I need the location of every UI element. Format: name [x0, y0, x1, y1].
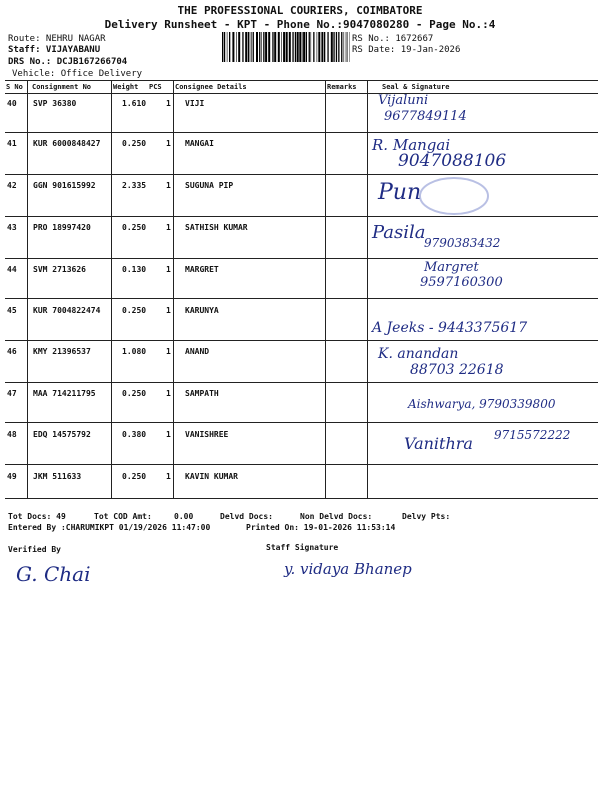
col-header-seal-signature: Seal & Signature	[382, 83, 450, 91]
barcode-bar	[283, 32, 285, 62]
row-pcs: 1	[166, 99, 171, 108]
row-pcs: 1	[166, 430, 171, 439]
col-divider	[367, 80, 368, 498]
barcode-bar	[321, 32, 323, 62]
row-consignment: KUR 7004822474	[33, 306, 101, 315]
row-consignment: MAA 714211795	[33, 389, 96, 398]
handwritten-signature: R. Mangai	[372, 136, 451, 154]
row-consignee: KAVIN KUMAR	[185, 472, 238, 481]
barcode-bar	[333, 32, 334, 62]
handwritten-phone: 9677849114	[384, 109, 467, 124]
barcode-bar	[331, 32, 333, 62]
barcode-bar	[295, 32, 296, 62]
row-weight: 0.130	[122, 265, 147, 274]
col-header-pcs: PCS	[149, 83, 162, 91]
barcode-bar	[309, 32, 310, 62]
runsheet-title: Delivery Runsheet - KPT - Phone No.:9047080280 - Page No.:4	[104, 18, 496, 31]
row-consignee: SUGUNA PIP	[185, 181, 234, 190]
row-weight: 0.380	[122, 430, 147, 439]
col-divider	[27, 80, 28, 498]
company-title: THE PROFESSIONAL COURIERS, COIMBATORE	[177, 4, 423, 17]
barcode-bar	[238, 32, 240, 62]
row-sno: 45	[7, 306, 17, 315]
barcode-bar	[256, 32, 258, 62]
row-consignment: EDQ 14575792	[33, 430, 91, 439]
barcode-bar	[289, 32, 291, 62]
barcode-bar	[259, 32, 260, 62]
row-consignee: ANAND	[185, 347, 210, 356]
rs-number: RS No.: 1672667	[352, 34, 434, 44]
handwritten-signature: K. anandan	[378, 346, 459, 362]
row-sno: 44	[7, 265, 17, 274]
vehicle-label: Vehicle: Office Delivery	[12, 69, 143, 79]
row-divider	[5, 132, 598, 133]
handwritten-signature: Margret	[424, 260, 479, 275]
row-consignee: VANISHREE	[185, 430, 229, 439]
barcode-bar	[299, 32, 301, 62]
total-cod-value: 0.00	[174, 512, 194, 521]
row-weight: 0.250	[122, 139, 147, 148]
barcode-bar	[263, 32, 264, 62]
barcode-bar	[341, 32, 342, 62]
barcode-bar	[281, 32, 282, 62]
barcode-bar	[313, 32, 314, 62]
barcode-image	[222, 32, 350, 62]
barcode-bar	[253, 32, 254, 62]
route-label: Route: NEHRU NAGAR	[8, 34, 106, 44]
total-docs: Tot Docs: 49	[8, 512, 66, 521]
row-consignment: GGN 901615992	[33, 181, 96, 190]
barcode-bar	[232, 32, 234, 62]
barcode-bar	[248, 32, 249, 62]
delivery-points: Delvy Pts:	[402, 512, 451, 521]
row-divider	[5, 216, 598, 217]
row-consignee: VIJI	[185, 99, 205, 108]
row-weight: 1.610	[122, 99, 147, 108]
seal-stamp-image	[418, 176, 490, 216]
staff-signature-label: Staff Signature	[266, 543, 339, 552]
verifier-signature: G. Chai	[16, 562, 91, 586]
delivered-docs: Delvd Docs:	[220, 512, 273, 521]
barcode-bar	[346, 32, 347, 62]
staff-label: Staff: VIJAYABANU	[8, 45, 101, 55]
row-divider	[5, 464, 598, 465]
barcode-bar	[297, 32, 299, 62]
handwritten-signature: Aishwarya, 9790339800	[408, 397, 556, 411]
barcode-bar	[324, 32, 325, 62]
entered-by: Entered By :CHARUMIKPT 01/19/2026 11:47:00	[8, 523, 211, 532]
row-weight: 2.335	[122, 181, 147, 190]
barcode-bar	[245, 32, 247, 62]
table-bottom-border	[5, 498, 598, 499]
staff-handwritten-signature: y. vidaya Bhanep	[284, 560, 412, 578]
table-header-border	[5, 93, 598, 94]
rs-date: RS Date: 19-Jan-2026	[352, 45, 461, 55]
barcode-bar	[265, 32, 267, 62]
row-sno: 43	[7, 223, 17, 232]
barcode-bar	[344, 32, 345, 62]
row-divider	[5, 298, 598, 299]
barcode-bar	[242, 32, 243, 62]
row-divider	[5, 382, 598, 383]
barcode-bar	[229, 32, 230, 62]
handwritten-phone: 9597160300	[420, 275, 503, 290]
handwritten-phone: 9790383432	[424, 236, 501, 250]
col-header-remarks: Remarks	[327, 83, 357, 91]
barcode-bar	[327, 32, 328, 62]
row-divider	[5, 258, 598, 259]
barcode-bar	[251, 32, 252, 62]
row-sno: 41	[7, 139, 17, 148]
barcode-bar	[250, 32, 251, 62]
row-pcs: 1	[166, 306, 171, 315]
barcode-bar	[224, 32, 225, 62]
barcode-bar	[311, 32, 312, 62]
row-sno: 48	[7, 430, 17, 439]
drs-label: DRS No.: DCJB167266704	[8, 57, 128, 67]
row-consignee: MARGRET	[185, 265, 219, 274]
table-top-border	[5, 80, 598, 81]
col-divider	[325, 80, 326, 498]
non-delivered-docs: Non Delvd Docs:	[300, 512, 373, 521]
handwritten-signature: Vijaluni	[378, 93, 429, 108]
col-header-consignment: Consignment No	[32, 83, 92, 91]
row-divider	[5, 422, 598, 423]
barcode-bar	[302, 32, 303, 62]
barcode-bar	[318, 32, 320, 62]
row-weight: 0.250	[122, 306, 147, 315]
handwritten-signature: Vanithra	[404, 434, 473, 453]
col-divider	[111, 80, 112, 498]
row-pcs: 1	[166, 265, 171, 274]
barcode-bar	[236, 32, 237, 62]
col-header-sno: S No	[6, 83, 23, 91]
barcode-bar	[222, 32, 223, 62]
row-consignment: SVM 2713626	[33, 265, 86, 274]
verified-by-label: Verified By	[8, 545, 61, 554]
row-consignment: PRO 18997420	[33, 223, 91, 232]
handwritten-phone: 9715572222	[494, 428, 571, 442]
col-header-consignee: Consignee Details	[175, 83, 247, 91]
row-divider	[5, 174, 598, 175]
barcode-bar	[303, 32, 305, 62]
barcode-bar	[347, 32, 348, 62]
barcode-bar	[292, 32, 293, 62]
col-header-weight: Weight	[113, 83, 139, 91]
row-sno: 42	[7, 181, 17, 190]
row-consignment: KMY 21396537	[33, 347, 91, 356]
barcode-bar	[278, 32, 280, 62]
barcode-bar	[227, 32, 228, 62]
barcode-bar	[274, 32, 276, 62]
row-consignment: KUR 6000848427	[33, 139, 101, 148]
row-consignment: SVP 36380	[33, 99, 77, 108]
barcode-bar	[272, 32, 273, 62]
row-consignment: JKM 511633	[33, 472, 82, 481]
barcode-bar	[286, 32, 288, 62]
col-divider	[173, 80, 174, 498]
row-pcs: 1	[166, 472, 171, 481]
row-pcs: 1	[166, 139, 171, 148]
barcode-bar	[261, 32, 262, 62]
handwritten-phone: 88703 22618	[410, 362, 504, 378]
row-pcs: 1	[166, 347, 171, 356]
handwritten-signature: Pun	[378, 180, 422, 205]
handwritten-signature: Pasila	[372, 222, 426, 243]
barcode-bar	[306, 32, 307, 62]
row-consignee: SATHISH KUMAR	[185, 223, 248, 232]
row-weight: 0.250	[122, 223, 147, 232]
handwritten-phone: 9047088106	[398, 151, 507, 171]
row-sno: 47	[7, 389, 17, 398]
barcode-bar	[338, 32, 339, 62]
row-sno: 49	[7, 472, 17, 481]
row-divider	[5, 340, 598, 341]
barcode-bar	[317, 32, 318, 62]
row-consignee: MANGAI	[185, 139, 214, 148]
row-weight: 0.250	[122, 472, 147, 481]
row-pcs: 1	[166, 223, 171, 232]
total-cod-label: Tot COD Amt:	[94, 512, 152, 521]
barcode-bar	[268, 32, 270, 62]
handwritten-signature: A Jeeks - 9443375617	[372, 320, 528, 336]
printed-on: Printed On: 19-01-2026 11:53:14	[246, 523, 396, 532]
row-sno: 46	[7, 347, 17, 356]
row-weight: 1.080	[122, 347, 147, 356]
barcode-bar	[336, 32, 337, 62]
row-pcs: 1	[166, 181, 171, 190]
row-sno: 40	[7, 99, 17, 108]
row-consignee: KARUNYA	[185, 306, 219, 315]
row-consignee: SAMPATH	[185, 389, 219, 398]
row-weight: 0.250	[122, 389, 147, 398]
row-pcs: 1	[166, 389, 171, 398]
